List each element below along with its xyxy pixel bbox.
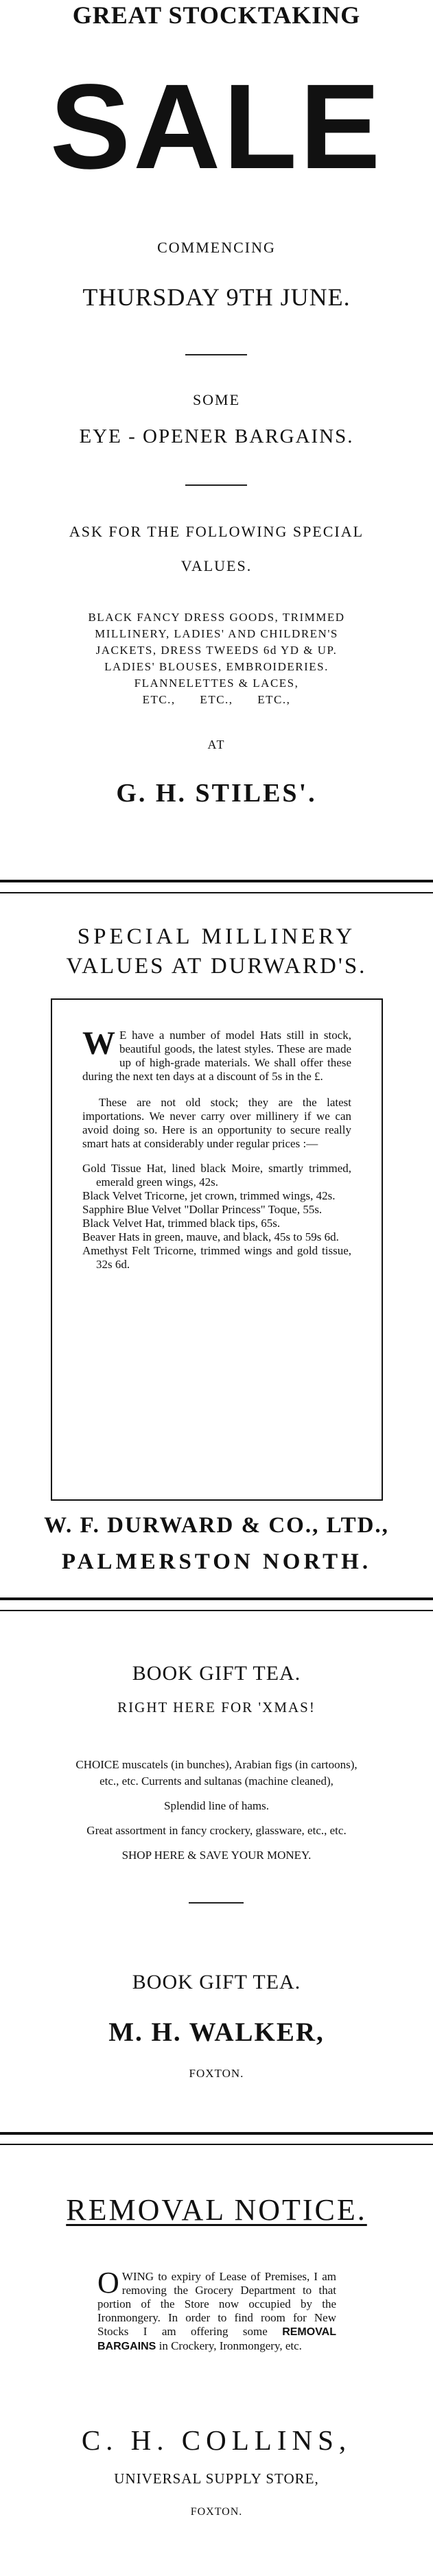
ad4-store-name: C. H. COLLINS,: [81, 2424, 352, 2456]
ad2-price-list: [82, 1162, 351, 1272]
ad2-text-box: [51, 998, 383, 1501]
ad3-line: Great assortment in fancy crockery, glassware, etc., etc.: [86, 1824, 347, 1837]
ad1-ask: ASK FOR THE FOLLOWING SPECIAL: [69, 523, 364, 540]
ad1-headline: GREAT STOCKTAKING: [72, 1, 361, 29]
ad4-body-b: in Crockery, Ironmongery, etc.: [156, 2339, 302, 2352]
ad1-items: [0, 609, 433, 708]
ad1-item: BLACK FANCY DRESS GOODS, TRIMMED: [88, 611, 345, 624]
ad3-line: CHOICE muscatels (in bunches), Arabian figs (in cartoons),: [75, 1758, 358, 1771]
ad3-title: BOOK GIFT TEA.: [132, 1662, 301, 1685]
ad2-price-item: Gold Tissue Hat, lined black Moire, smartly trimmed, emerald green wings, 42s.: [82, 1162, 351, 1189]
ad2-paragraph-2: These are not old stock; they are the latest importations. We never carry over millinery if we can avoid doing so. Here is an opportunity to secure really smart hats at considerably under regular prices :—: [82, 1096, 351, 1150]
ad2-heading-2: VALUES AT DURWARD'S.: [66, 954, 367, 979]
ad2-firm: W. F. DURWARD & CO., LTD.,: [44, 1513, 389, 1538]
ad3-line: SHOP HERE & SAVE YOUR MONEY.: [121, 1849, 312, 1862]
ad4-body-a: WING to expiry of Lease of Premises, I am removing the Grocery Department to that portion of the Store now occupied by the Ironmongery. In order to find room for New Stocks I am offering some: [97, 2270, 336, 2338]
ad4-body-bold: REMOVAL BARGAINS: [97, 2326, 336, 2352]
ad1-date: THURSDAY 9TH JUNE.: [82, 283, 351, 311]
ad4-store-sub: UNIVERSAL SUPPLY STORE,: [114, 2470, 319, 2487]
ad3-bottom-rule: [0, 2132, 433, 2135]
ad1-item: JACKETS, DRESS TWEEDS 6d YD & UP.: [95, 644, 338, 657]
ad3-subtitle: RIGHT HERE FOR 'XMAS!: [117, 1699, 316, 1716]
ad1-item: MILLINERY, LADIES' AND CHILDREN'S: [95, 627, 338, 640]
ad1-item: ETC., ETC., ETC.,: [142, 693, 291, 706]
ad4-title-text: REMOVAL NOTICE.: [66, 2193, 367, 2227]
ad2-bottom-rule: [0, 1597, 433, 1600]
ad4-body: [97, 2266, 336, 2354]
ad1-bottom-rule-thin: [0, 892, 433, 893]
ad4-title: [0, 2192, 433, 2227]
ad1-bottom-rule: [0, 880, 433, 882]
ad2-price-item: Black Velvet Hat, trimmed black tips, 65s.: [82, 1217, 281, 1230]
ad1-bargains: EYE - OPENER BARGAINS.: [79, 425, 354, 447]
ad1-sale-big: SALE: [49, 60, 384, 194]
ad2-paragraph-1: [82, 1025, 351, 1084]
ad2-heading-1: SPECIAL MILLINERY: [77, 924, 356, 949]
ad1-divider-2: [185, 484, 247, 486]
ad4-town: FOXTON.: [190, 2506, 243, 2518]
ad2-price-item: Sapphire Blue Velvet "Dollar Princess" Toque, 55s.: [82, 1203, 323, 1216]
ad2-price-item: Amethyst Felt Tricorne, trimmed wings and gold tissue, 32s 6d.: [82, 1244, 351, 1271]
ad2-bottom-rule-thin: [0, 1610, 433, 1611]
ad3-line: Splendid line of hams.: [164, 1799, 269, 1812]
ad3-town: FOXTON.: [189, 2067, 244, 2080]
ad4-drop-cap: O: [97, 2266, 119, 2299]
ad1-some: SOME: [192, 391, 241, 408]
ad1-item: FLANNELETTES & LACES,: [134, 677, 299, 690]
ad1-values: VALUES.: [180, 557, 253, 574]
ad3-line: etc., etc. Currents and sultanas (machine cleaned),: [100, 1775, 333, 1788]
ad2-price-item: Beaver Hats in green, mauve, and black, 45s to 59s 6d.: [82, 1230, 339, 1243]
ad1-at: AT: [207, 738, 226, 751]
ad3-bottom-rule-thin: [0, 2144, 433, 2145]
ad2-price-item: Black Velvet Tricorne, jet crown, trimmed wings, 42s.: [82, 1189, 336, 1202]
ad1-store-name: G. H. STILES'.: [116, 779, 317, 808]
ad2-para1-text: E have a number of model Hats still in stock, beautiful goods, the latest styles. These are made up of high-grade materials. We shall offer these during the next ten days at a discount of 5s in the £.: [82, 1029, 351, 1083]
ad3-title-2: BOOK GIFT TEA.: [132, 1971, 301, 1993]
ad3-store-name: M. H. WALKER,: [108, 2017, 325, 2047]
ad1-divider-1: [185, 354, 247, 355]
ad1-item: LADIES' BLOUSES, EMBROIDERIES.: [104, 660, 329, 673]
ad1-commencing: COMMENCING: [157, 239, 276, 256]
ad2-drop-cap: W: [82, 1025, 115, 1062]
ad3-body: [0, 1757, 433, 1864]
ad3-divider: [189, 1902, 244, 1904]
ad2-town: PALMERSTON NORTH.: [61, 1549, 372, 1574]
